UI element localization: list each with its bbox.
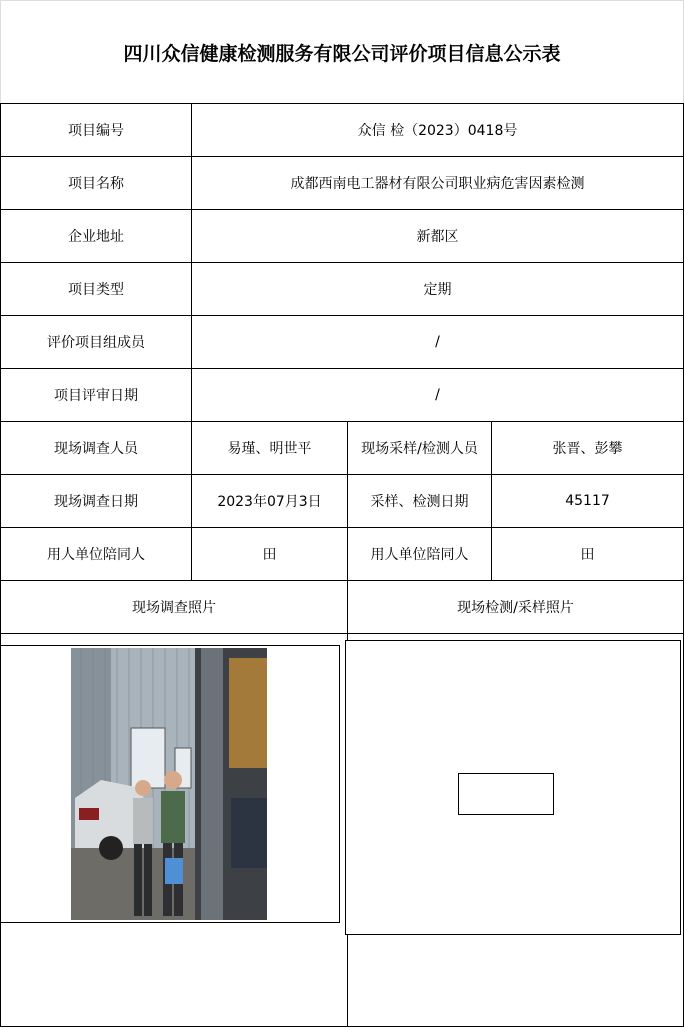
survey-date-value: 2023年07月3日 [217, 494, 322, 510]
project-name-value: 成都西南电工器材有限公司职业病危害因素检测 [290, 176, 585, 192]
review-date-value: / [435, 387, 440, 403]
project-type-label: 项目类型 [68, 282, 124, 298]
sampling-staff-label: 现场采样/检测人员 [361, 441, 478, 457]
sampling-photo-header: 现场检测/采样照片 [457, 600, 574, 616]
row-divider [0, 633, 684, 634]
review-date-label: 项目评审日期 [54, 388, 138, 404]
survey-photo-header: 现场调查照片 [132, 600, 216, 616]
project-no-label: 项目编号 [68, 123, 124, 139]
team-label: 评价项目组成员 [47, 335, 145, 351]
project-name-label: 项目名称 [68, 176, 124, 192]
escort-value: 田 [262, 547, 277, 563]
sampling-date-label: 采样、检测日期 [370, 494, 469, 510]
address-label: 企业地址 [68, 229, 124, 245]
project-no-value: 众信 检（2023）0418号 [357, 123, 518, 139]
escort-label-2: 用人单位陪同人 [370, 547, 469, 563]
sampling-date-value: 45117 [565, 493, 610, 509]
sampling-photo-placeholder [458, 773, 554, 815]
survey-date-label: 现场调查日期 [54, 494, 138, 510]
survey-photo [71, 648, 267, 920]
page-title: 四川众信健康检测服务有限公司评价项目信息公示表 [0, 0, 684, 103]
survey-staff-value: 易瑾、明世平 [227, 441, 312, 457]
team-value: / [435, 334, 440, 350]
escort-value-2: 田 [580, 547, 595, 563]
escort-label: 用人单位陪同人 [47, 547, 145, 563]
survey-staff-label: 现场调查人员 [54, 441, 138, 457]
sampling-staff-value: 张晋、彭攀 [552, 441, 623, 457]
table-bottom-border [0, 1026, 684, 1027]
address-value: 新都区 [416, 229, 459, 245]
project-type-value: 定期 [423, 282, 452, 298]
